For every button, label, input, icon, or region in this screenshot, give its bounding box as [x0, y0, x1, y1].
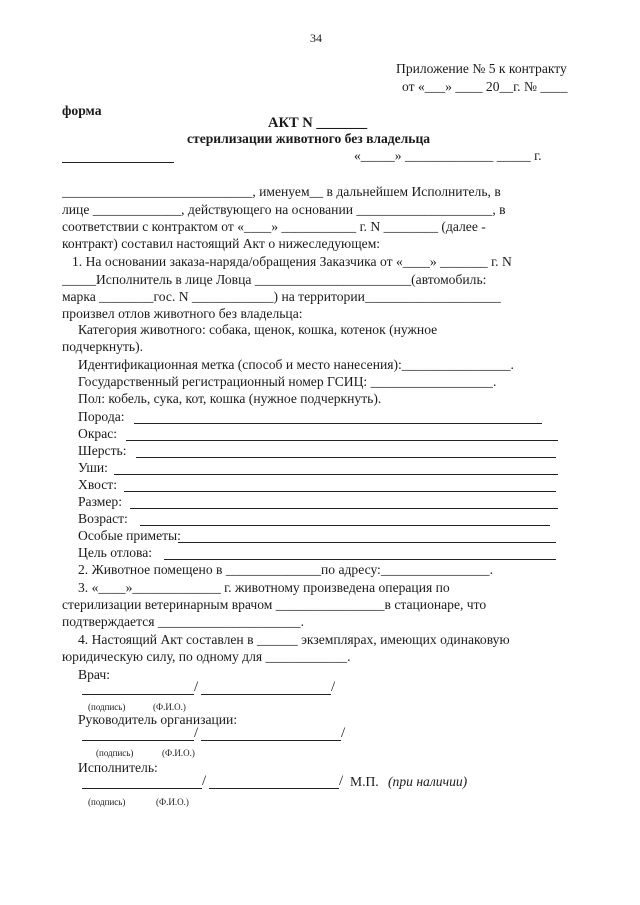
doctor-label: Врач: [78, 667, 110, 682]
executor-slash-1: / [202, 773, 207, 789]
item1-line-2: _____Исполнитель в лице Ловца _______________________(автомобиль: [62, 272, 487, 287]
head-slash-2: / [341, 725, 346, 741]
id-mark: Идентификационная метка (способ и место нанесения):________________. [78, 357, 514, 372]
intro-line-2: лице _____________, действующего на основании ____________________, в [62, 202, 506, 217]
doctor-sign-caption: (подпись) [88, 702, 126, 712]
item3-line-2: стерилизации ветеринарным врачом ________________в стационаре, что [62, 597, 487, 612]
size-line[interactable] [130, 508, 558, 509]
field-coat: Шерсть: [78, 443, 127, 458]
field-age: Возраст: [78, 511, 128, 526]
doctor-slash-2: / [331, 679, 336, 695]
head-name-line[interactable] [201, 740, 341, 741]
category-line-2: подчеркнуть). [62, 339, 144, 354]
executor-sign-line[interactable] [82, 788, 202, 789]
item2-text: 2. Животное помещено в ______________по адресу:________________. [78, 562, 493, 577]
mp-note: (при наличии) [388, 774, 468, 789]
head-name-caption: (Ф.И.О.) [162, 748, 195, 758]
head-slash-1: / [194, 725, 199, 741]
ears-line[interactable] [114, 474, 558, 475]
coat-line[interactable] [136, 457, 556, 458]
doctor-sign-line[interactable] [82, 694, 194, 695]
executor-sign-caption: (подпись) [88, 797, 126, 807]
category-line-1: Категория животного: собака, щенок, кошка, котенок (нужное [78, 322, 438, 337]
item3-line-1: 3. «____»_____________ г. животному произведена операция по [78, 580, 450, 595]
place-date: «_____» _____________ _____ г. [354, 148, 542, 163]
place-line[interactable] [62, 162, 174, 163]
marks-line[interactable] [178, 542, 556, 543]
item4-line-1: 4. Настоящий Акт составлен в ______ экземплярах, имеющих одинаковую [78, 632, 510, 647]
executor-name-line[interactable] [209, 788, 339, 789]
item4-line-2: юридическую силу, по одному для ____________. [62, 649, 351, 664]
doctor-slash-1: / [194, 679, 199, 695]
appendix-date: от «___» ____ 20__г. № ____ [402, 79, 568, 94]
purpose-line[interactable] [164, 559, 556, 560]
executor-label: Исполнитель: [78, 760, 158, 775]
page-number: 34 [310, 31, 322, 45]
field-purpose: Цель отлова: [78, 545, 153, 560]
field-tail: Хвост: [78, 477, 118, 492]
item1-line-3: марка ________гос. N ____________) на территории____________________ [62, 289, 501, 304]
breed-line[interactable] [134, 423, 542, 424]
head-sign-caption: (подпись) [96, 748, 134, 758]
mp-text: М.П. [350, 774, 379, 789]
act-title: АКТ N _______ [268, 115, 368, 131]
color-line[interactable] [126, 440, 558, 441]
field-color: Окрас: [78, 426, 118, 441]
field-marks: Особые приметы: [78, 528, 181, 543]
field-ears: Уши: [78, 460, 108, 475]
item1-line-1: 1. На основании заказа-наряда/обращения Заказчика от «____» _______ г. N [72, 254, 512, 269]
executor-slash-2: / [339, 773, 344, 789]
intro-line-3: соответствии с контрактом от «____» ___________ г. N ________ (далее - [62, 219, 486, 234]
tail-line[interactable] [124, 491, 556, 492]
field-size: Размер: [78, 494, 122, 509]
intro-line-4: контракт) составил настоящий Акт о нижеследующем: [62, 236, 381, 251]
item3-line-3: подтверждается _____________________. [62, 614, 305, 629]
executor-name-caption: (Ф.И.О.) [156, 797, 189, 807]
head-sign-line[interactable] [82, 740, 194, 741]
age-line[interactable] [140, 525, 550, 526]
doctor-name-caption: (Ф.И.О.) [153, 702, 186, 712]
field-breed: Порода: [78, 409, 125, 424]
head-label: Руководитель организации: [78, 712, 238, 727]
doctor-name-line[interactable] [201, 694, 331, 695]
appendix-title: Приложение № 5 к контракту [396, 61, 567, 76]
item1-line-4: произвел отлов животного без владельца: [62, 306, 303, 321]
sex-field: Пол: кобель, сука, кот, кошка (нужное подчеркнуть). [78, 391, 382, 406]
gsits-number: Государственный регистрационный номер ГСИЦ: __________________. [78, 374, 497, 389]
intro-line-1: ____________________________, именуем__ в дальнейшем Исполнитель, в [62, 184, 501, 199]
form-label: форма [62, 103, 102, 118]
act-subtitle: стерилизации животного без владельца [187, 131, 431, 146]
